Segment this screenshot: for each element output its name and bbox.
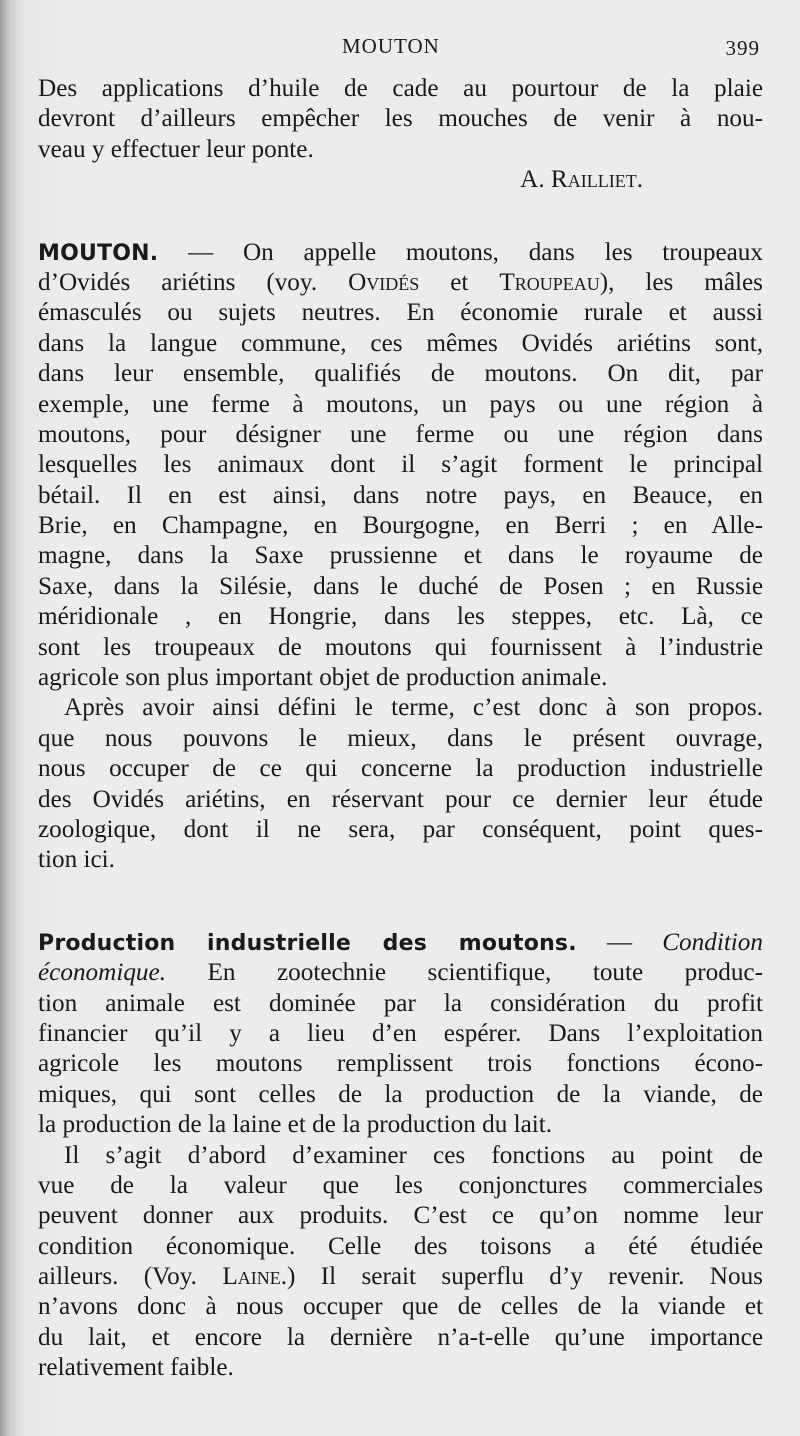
text-line: Des applications d’huile de cade au pourtour de la plaie — [38, 75, 763, 102]
section-gap — [38, 876, 763, 928]
text-segment: .) Il serait superflu d’y revenir. Nous — [280, 1263, 763, 1291]
text-line — [38, 1262, 763, 1292]
text-line: émasculés ou sujets neutres. En économie rurale et aussi — [38, 299, 763, 327]
text-line: dans la langue commune, ces mêmes Ovidés ariétins sont, — [38, 329, 763, 357]
entry-term: MOUTON. — [38, 240, 159, 266]
text-line: méridionale , en Hongrie, dans les steppes, etc. Là, ce — [38, 603, 763, 631]
text-line: exemple, une ferme à moutons, un pays ou une région à — [38, 390, 763, 418]
text-line — [38, 268, 763, 298]
text-line: tion ici. — [38, 846, 115, 874]
text-line: Après avoir ainsi défini le terme, c’est donc à son propos. — [64, 694, 763, 722]
text-line: Saxe, dans la Silésie, dans le duché de Posen ; en Russie — [38, 572, 763, 600]
subsection-first-line — [38, 928, 763, 958]
text-line: du lait, et encore la dernière n’a-t-elle qu’une importance — [38, 1323, 763, 1351]
text-line: zoologique, dont il ne sera, par conséquent, point ques- — [38, 815, 763, 843]
text-line: Il s’agit d’abord d’examiner ces fonctions au point de — [64, 1141, 763, 1169]
text-segment: ), les mâles — [599, 268, 763, 296]
text-line: nous occuper de ce qui concerne la production industrielle — [38, 755, 763, 783]
text-line: bétail. Il en est ainsi, dans notre pays, en Beauce, en — [38, 481, 763, 509]
text-line: veau y effectuer leur ponte. — [38, 135, 314, 163]
text-segment: En zootechnie scientifique, toute produc- — [166, 959, 763, 987]
text-line: que nous pouvons le mieux, dans le présent ouvrage, — [38, 724, 763, 752]
entry-first-line — [38, 238, 763, 268]
cross-reference: Ovidés — [348, 268, 420, 296]
text-line: dans leur ensemble, qualifiés de moutons. On dit, par — [38, 360, 763, 388]
cross-reference: Troupeau — [499, 268, 600, 296]
subsection-subtitle: Condition — [662, 928, 763, 956]
author-signature: A. Railliet. — [520, 166, 643, 194]
text-line — [38, 958, 763, 988]
body-text — [38, 74, 763, 1384]
text-line: peuvent donner aux produits. C’est ce qu’on nomme leur — [38, 1202, 763, 1230]
text-segment: ailleurs. (Voy. — [38, 1263, 223, 1291]
text-line: vue de la valeur que les conjonctures commerciales — [38, 1171, 763, 1199]
text-line: la production de la laine et de la production du lait. — [38, 1111, 553, 1139]
text-line: Brie, en Champagne, en Bourgogne, en Berri ; en Alle- — [38, 512, 763, 540]
text-line: agricole les moutons remplissent trois fonctions écono- — [38, 1050, 763, 1078]
text-line: miques, qui sont celles de la production de la viande, de — [38, 1080, 763, 1108]
text-segment: et — [419, 268, 500, 296]
section-gap — [38, 196, 763, 238]
text-line: relativement faible. — [38, 1354, 234, 1382]
text-line: financier qu’il y a lieu d’en espérer. Dans l’exploitation — [38, 1019, 763, 1047]
running-head — [0, 34, 800, 64]
subsection-heading: Production industrielle des moutons. — [38, 930, 577, 956]
text-line: moutons, pour désigner une ferme ou une région dans — [38, 420, 763, 448]
cross-reference: Laine — [222, 1263, 281, 1291]
text-segment: d’Ovidés ariétins (voy. — [38, 268, 349, 296]
subsection-subtitle: économique. — [38, 959, 166, 987]
text-line: des Ovidés ariétins, en réservant pour ce dernier leur étude — [38, 785, 763, 813]
text-line: magne, dans la Saxe prussienne et dans le royaume de — [38, 542, 763, 570]
text-line: devront d’ailleurs empêcher les mouches de venir à nou- — [38, 105, 763, 133]
text-line: condition économique. Celle des toisons a été étudiée — [38, 1232, 763, 1260]
text-line: tion animale est dominée par la considération du profit — [38, 989, 763, 1017]
text-segment: — — [576, 928, 663, 956]
text-line: sont les troupeaux de moutons qui fournissent à l’industrie — [38, 633, 763, 661]
text-line: agricole son plus important objet de production animale. — [38, 664, 608, 692]
text-segment: — On appelle moutons, dans les troupeaux — [158, 238, 763, 266]
text-line: lesquelles les animaux dont il s’agit forment le principal — [38, 451, 763, 479]
page-number: 399 — [725, 36, 760, 60]
running-title: MOUTON — [342, 34, 440, 58]
text-line: n’avons donc à nous occuper que de celles de la viande et — [38, 1293, 763, 1321]
